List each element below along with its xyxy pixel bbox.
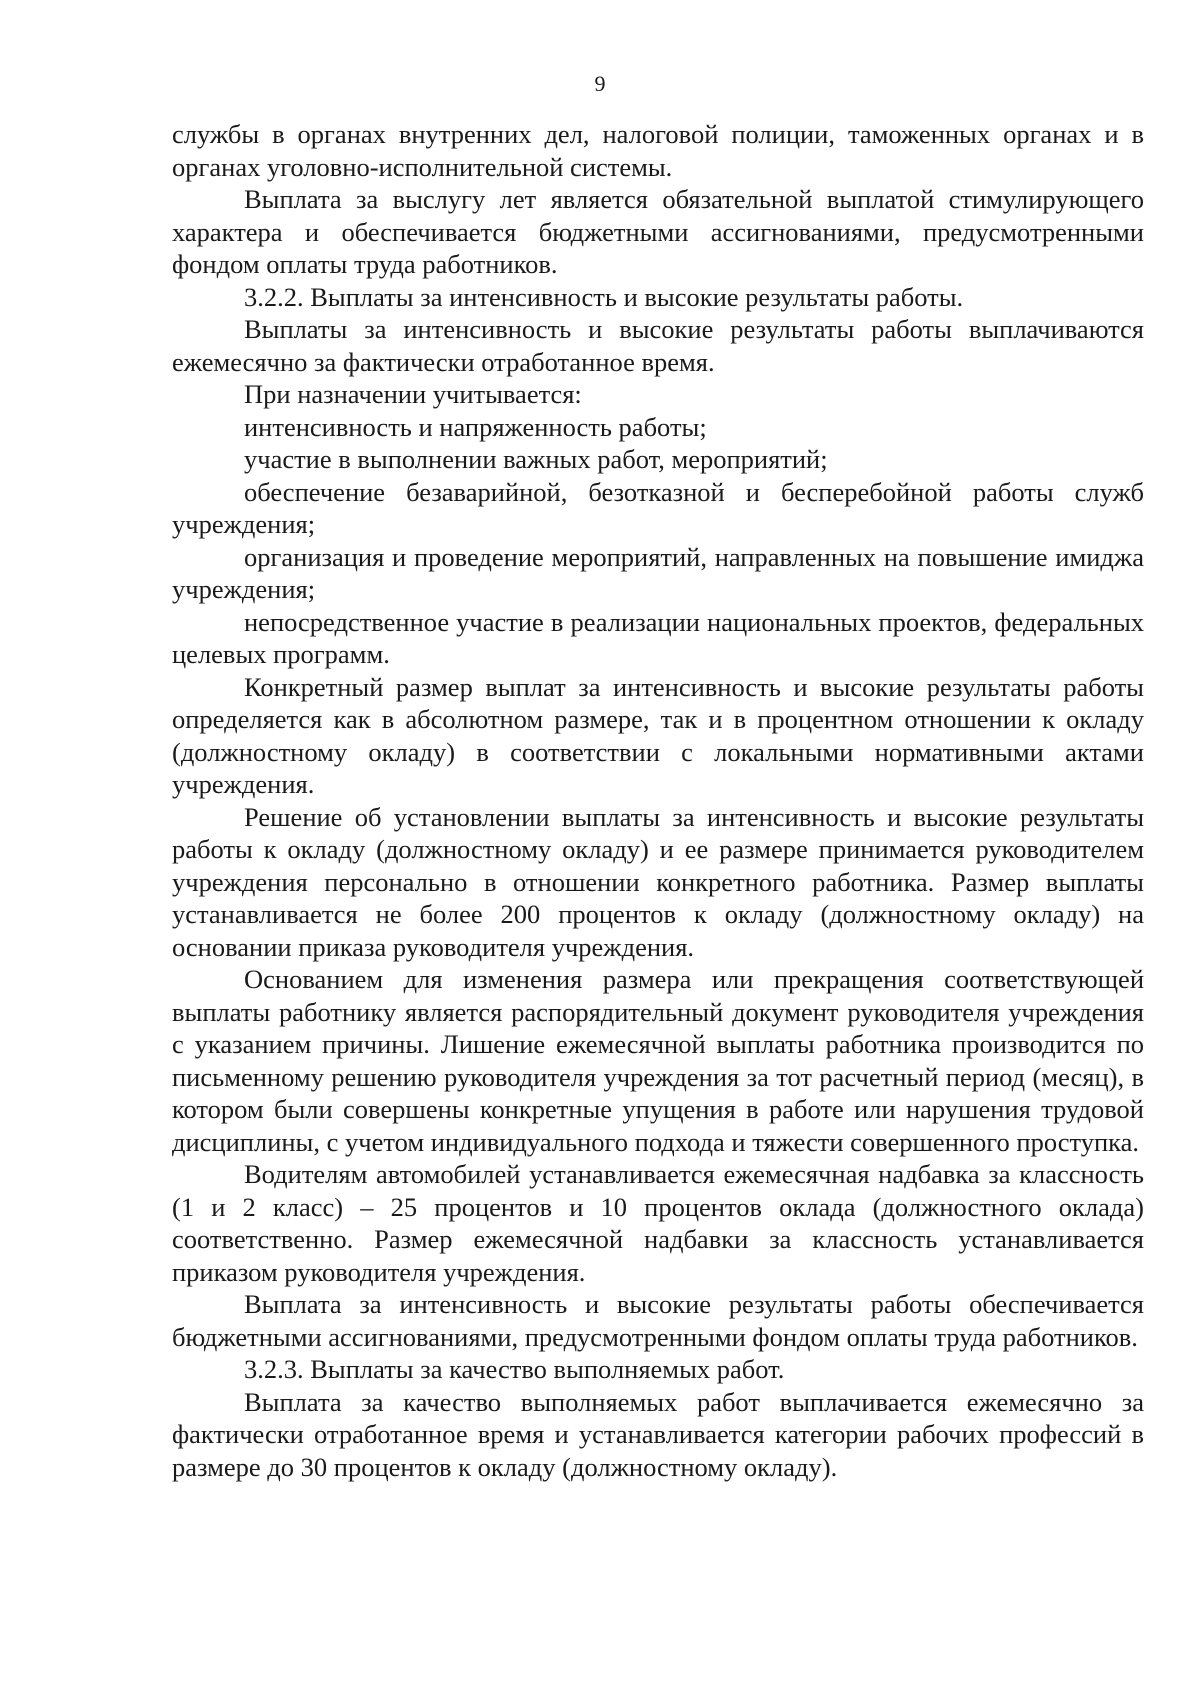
paragraph-17: Выплата за качество выполняемых работ выплачивается ежемесячно за фактически отработанное время и устанавливается категории рабочих профессий в размере до 30 процентов к окладу (должностному окладу). bbox=[172, 1386, 1144, 1482]
document-body bbox=[172, 118, 1144, 1483]
list-item-2: участие в выполнении важных работ, мероприятий; bbox=[244, 444, 828, 474]
section-heading-3-2-2: 3.2.2. Выплаты за интенсивность и высокие результаты работы. bbox=[244, 281, 964, 312]
paragraph-15: Выплата за интенсивность и высокие результаты работы обеспечивается бюджетными ассигнованиями, предусмотренными фондом оплаты труда работников. bbox=[172, 1289, 1144, 1352]
list-item-3: обеспечение безаварийной, безотказной и бесперебойной работы служб учреждения; bbox=[172, 476, 1144, 539]
list-item-1: интенсивность и напряженность работы; bbox=[244, 411, 707, 442]
paragraph-5: При назначении учитывается: bbox=[244, 379, 582, 409]
paragraph-2: Выплата за выслугу лет является обязательной выплатой стимулирующего характера и обеспечивается бюджетными ассигнованиями, предусмотренными фондом оплаты труда работников. bbox=[172, 184, 1144, 279]
list-item-5: непосредственное участие в реализации национальных проектов, федеральных целевых программ. bbox=[172, 606, 1144, 669]
paragraph-4: Выплаты за интенсивность и высокие результаты работы выплачиваются ежемесячно за фактически отработанное время. bbox=[172, 314, 1144, 377]
page-number: 9 bbox=[594, 71, 606, 96]
paragraph-13: Основанием для изменения размера или прекращения соответствующей выплаты работнику является распорядительный документ руководителя учреждения с указанием причины. Лишение ежемесячной выплаты работника производится по письменному решению руководителя учреждения за тот расчетный период (месяц), в котором были совершены конкретные упущения в работе или нарушения трудовой дисциплины, с учетом индивидуального подхода и тяжести совершенного проступка. bbox=[172, 964, 1144, 1157]
list-item-4: организация и проведение мероприятий, направленных на повышение имиджа учреждения; bbox=[172, 541, 1144, 604]
paragraph-1: службы в органах внутренних дел, налоговой полиции, таможенных органах и в органах уголовно-исполнительной системы. bbox=[172, 119, 1144, 182]
paragraph-14: Водителям автомобилей устанавливается ежемесячная надбавка за классность (1 и 2 класс) – 25 процентов и 10 процентов оклада (должностного оклада) соответственно. Размер ежемесячной надбавки за классность устанавливается приказом руководителя учреждения. bbox=[172, 1159, 1144, 1287]
section-heading-3-2-3: 3.2.3. Выплаты за качество выполняемых работ. bbox=[244, 1354, 785, 1384]
paragraph-12: Решение об установлении выплаты за интенсивность и высокие результаты работы к окладу (должностному окладу) и ее размере принимается руководителем учреждения персонально в отношении конкретного работника. Размер выплаты устанавливается не более 200 процентов к окладу (должностному окладу) на основании приказа руководителя учреждения. bbox=[172, 801, 1144, 962]
paragraph-11: Конкретный размер выплат за интенсивность и высокие результаты работы определяется как в абсолютном размере, так и в процентном отношении к окладу (должностному окладу) в соответствии с локальными нормативными актами учреждения. bbox=[172, 671, 1144, 799]
